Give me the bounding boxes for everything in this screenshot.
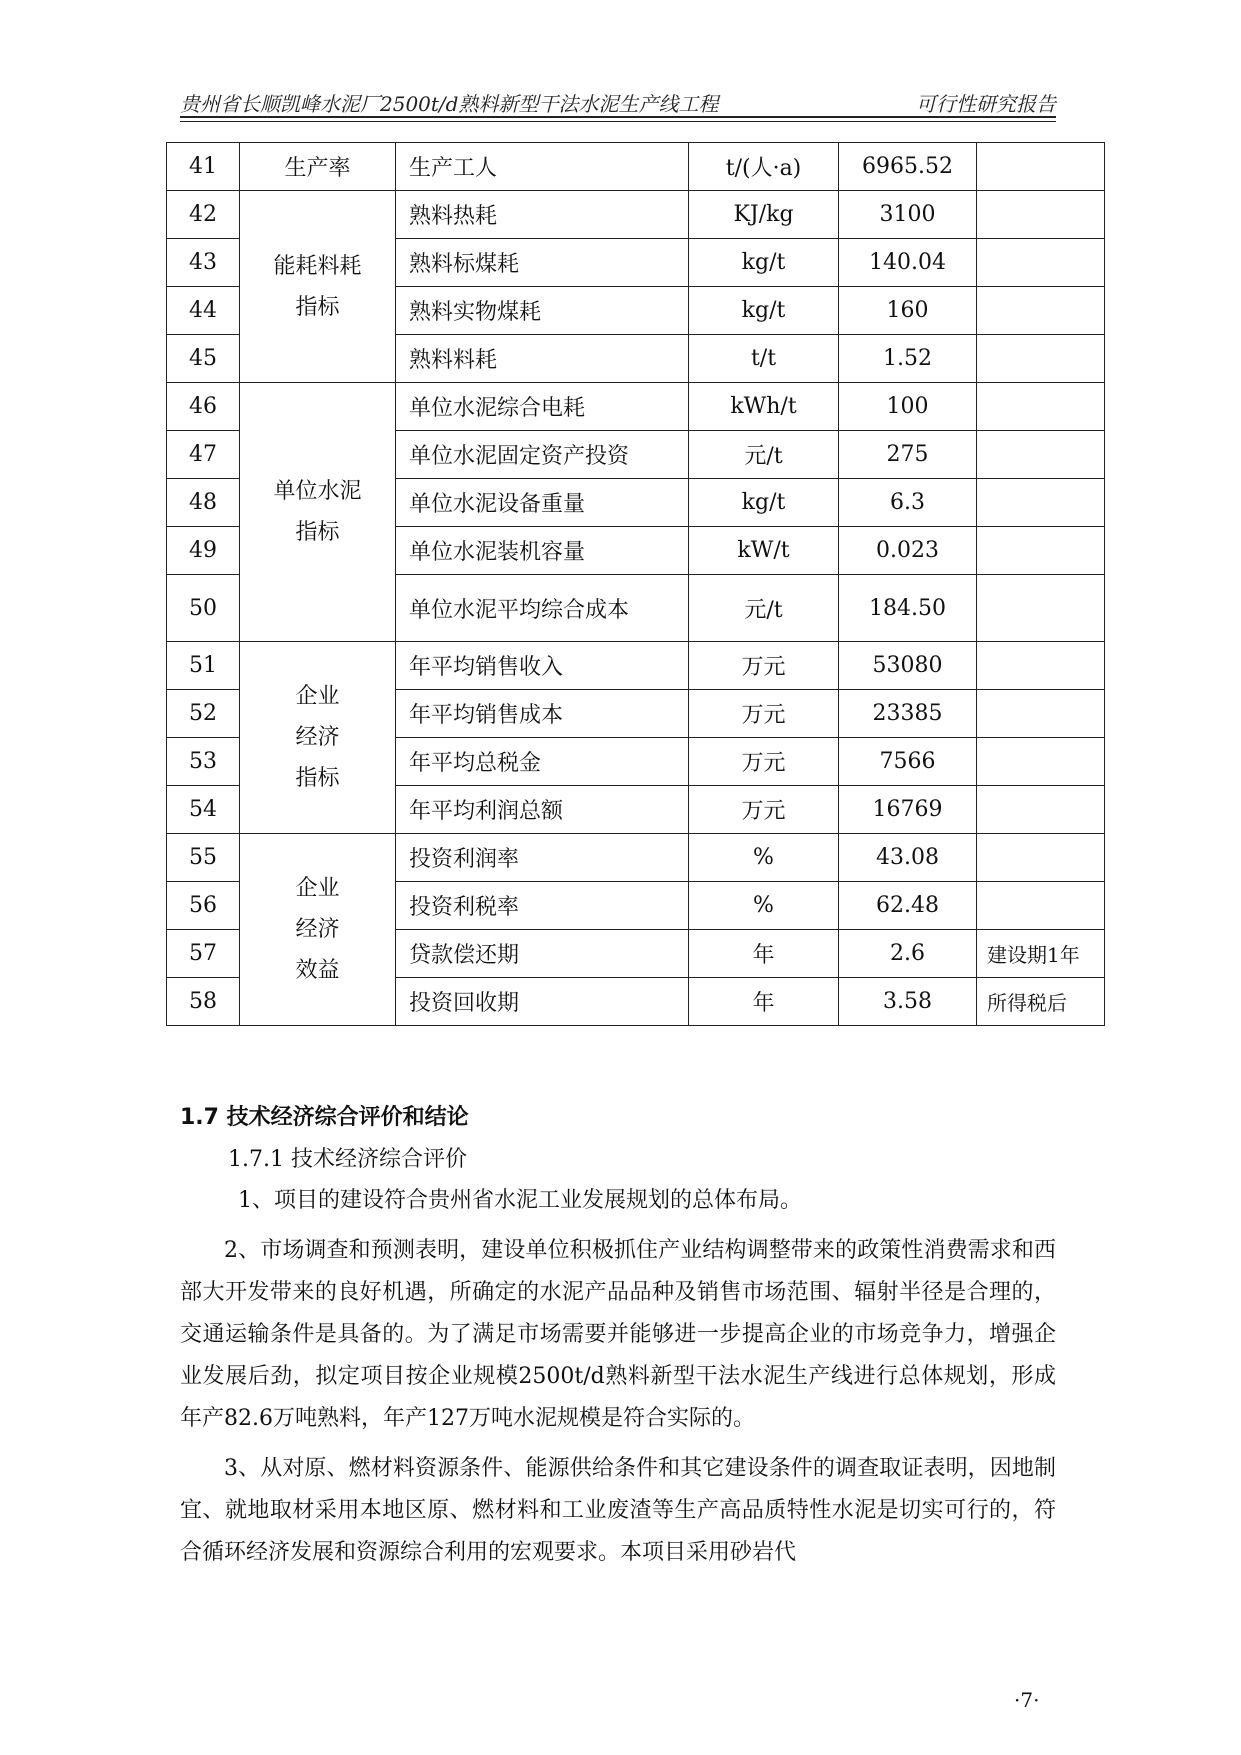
category-line: 效益: [295, 958, 340, 983]
paragraph: 1、项目的建设符合贵州省水泥工业发展规划的总体布局。: [238, 1188, 802, 1213]
note: [977, 834, 1105, 882]
unit: 年: [689, 978, 839, 1026]
row-number: 42: [167, 191, 240, 239]
item-name: 投资回收期: [396, 978, 689, 1026]
category-line: 指标: [295, 520, 340, 545]
note: [977, 882, 1105, 930]
header-doc-type: 可行性研究报告: [916, 92, 1056, 116]
unit: t/(人·a): [689, 143, 839, 191]
row-number: 50: [167, 575, 240, 642]
value: 1.52: [839, 335, 977, 383]
item-name: 熟料标煤耗: [396, 239, 689, 287]
category-line: 能耗料耗: [273, 253, 362, 279]
category-line: 单位水泥: [273, 479, 362, 504]
item-name: 年平均销售收入: [396, 642, 689, 690]
row-number: 46: [167, 383, 240, 431]
indicator-table: [166, 142, 1105, 1026]
value: 3.58: [839, 978, 977, 1026]
item-name: 熟料料耗: [396, 335, 689, 383]
page-header: [180, 82, 1056, 116]
unit: KJ/kg: [689, 191, 839, 239]
value: 23385: [839, 690, 977, 738]
category-energy: [240, 191, 396, 383]
unit: kW/t: [689, 527, 839, 575]
paragraph: 2、市场调查和预测表明，建设单位积极抓住产业结构调整带来的政策性消费需求和西部大开发带来的良好机遇，所确定的水泥产品品种及销售市场范围、辐射半径是合理的，交通运输条件是具备的。为了满足市场需要并能够进一步提高企业的市场竞争力，增强企业发展后劲，拟定项目按企业规模2500t/d熟料新型干法水泥生产线进行总体规划，形成年产82.6万吨熟料，年产127万吨水泥规模是符合实际的。: [180, 1238, 1056, 1431]
item-name: 单位水泥综合电耗: [396, 383, 689, 431]
row-number: 56: [167, 882, 240, 930]
note: [977, 690, 1105, 738]
value: 43.08: [839, 834, 977, 882]
unit: 万元: [689, 786, 839, 834]
value: 53080: [839, 642, 977, 690]
row-number: 51: [167, 642, 240, 690]
note: 所得税后: [977, 978, 1105, 1026]
item-name: 熟料热耗: [396, 191, 689, 239]
category-productivity: 生产率: [240, 143, 396, 191]
category-line: 经济: [295, 725, 340, 750]
table-row: [167, 383, 1105, 431]
table-row: [167, 143, 1105, 191]
row-number: 45: [167, 335, 240, 383]
category-line: 企业: [295, 876, 340, 901]
note: [977, 431, 1105, 479]
category-line: 指标: [295, 294, 340, 320]
item-name: 年平均销售成本: [396, 690, 689, 738]
body-text: [180, 1180, 1056, 1582]
unit: 万元: [689, 642, 839, 690]
row-number: 41: [167, 143, 240, 191]
unit: kg/t: [689, 479, 839, 527]
unit: 元/t: [689, 431, 839, 479]
unit: t/t: [689, 335, 839, 383]
value: 6.3: [839, 479, 977, 527]
row-number: 55: [167, 834, 240, 882]
item-name: 熟料实物煤耗: [396, 287, 689, 335]
item-name: 单位水泥装机容量: [396, 527, 689, 575]
row-number: 58: [167, 978, 240, 1026]
note: [977, 527, 1105, 575]
note: [977, 191, 1105, 239]
note: [977, 479, 1105, 527]
value: 62.48: [839, 882, 977, 930]
page-number: ·7·: [1014, 1688, 1040, 1712]
unit: kg/t: [689, 287, 839, 335]
category-line: 经济: [295, 917, 340, 942]
value: 275: [839, 431, 977, 479]
note: [977, 642, 1105, 690]
category-enterprise-econ: [240, 642, 396, 834]
unit: 万元: [689, 738, 839, 786]
value: 160: [839, 287, 977, 335]
row-number: 49: [167, 527, 240, 575]
item-name: 生产工人: [396, 143, 689, 191]
note: [977, 575, 1105, 642]
category-enterprise-benefit: [240, 834, 396, 1026]
row-number: 57: [167, 930, 240, 978]
value: 0.023: [839, 527, 977, 575]
value: 140.04: [839, 239, 977, 287]
row-number: 54: [167, 786, 240, 834]
unit: kWh/t: [689, 383, 839, 431]
unit: %: [689, 882, 839, 930]
row-number: 53: [167, 738, 240, 786]
item-name: 单位水泥固定资产投资: [396, 431, 689, 479]
value: 3100: [839, 191, 977, 239]
note: [977, 786, 1105, 834]
note: [977, 143, 1105, 191]
category-line: 企业: [295, 684, 340, 709]
category-line: 指标: [295, 766, 340, 791]
unit: %: [689, 834, 839, 882]
item-name: 年平均总税金: [396, 738, 689, 786]
row-number: 43: [167, 239, 240, 287]
paragraph: 3、从对原、燃材料资源条件、能源供给条件和其它建设条件的调查取证表明，因地制宜、就地取材采用本地区原、燃材料和工业废渣等生产高品质特性水泥是切实可行的，符合循环经济发展和资源综合利用的宏观要求。本项目采用砂岩代: [180, 1456, 1056, 1565]
value: 2.6: [839, 930, 977, 978]
note: [977, 383, 1105, 431]
value: 6965.52: [839, 143, 977, 191]
value: 7566: [839, 738, 977, 786]
category-cement-unit: [240, 383, 396, 642]
row-number: 44: [167, 287, 240, 335]
item-name: 投资利润率: [396, 834, 689, 882]
section-heading: 1.7 技术经济综合评价和结论: [180, 1105, 469, 1130]
row-number: 48: [167, 479, 240, 527]
header-rule-thin: [180, 121, 1056, 122]
note: [977, 239, 1105, 287]
row-number: 47: [167, 431, 240, 479]
value: 100: [839, 383, 977, 431]
unit: 年: [689, 930, 839, 978]
unit: 万元: [689, 690, 839, 738]
item-name: 投资利税率: [396, 882, 689, 930]
note: [977, 738, 1105, 786]
item-name: 单位水泥平均综合成本: [396, 575, 689, 642]
item-name: 贷款偿还期: [396, 930, 689, 978]
subsection-heading: 1.7.1 技术经济综合评价: [228, 1147, 467, 1172]
row-number: 52: [167, 690, 240, 738]
header-rule: [180, 116, 1056, 118]
item-name: 年平均利润总额: [396, 786, 689, 834]
note: 建设期1年: [977, 930, 1105, 978]
table-row: [167, 834, 1105, 882]
unit: 元/t: [689, 575, 839, 642]
table-row: [167, 642, 1105, 690]
note: [977, 335, 1105, 383]
value: 184.50: [839, 575, 977, 642]
item-name: 单位水泥设备重量: [396, 479, 689, 527]
header-title: 贵州省长顺凯峰水泥厂2500t/d熟料新型干法水泥生产线工程: [180, 92, 719, 116]
note: [977, 287, 1105, 335]
unit: kg/t: [689, 239, 839, 287]
table-row: [167, 191, 1105, 239]
value: 16769: [839, 786, 977, 834]
